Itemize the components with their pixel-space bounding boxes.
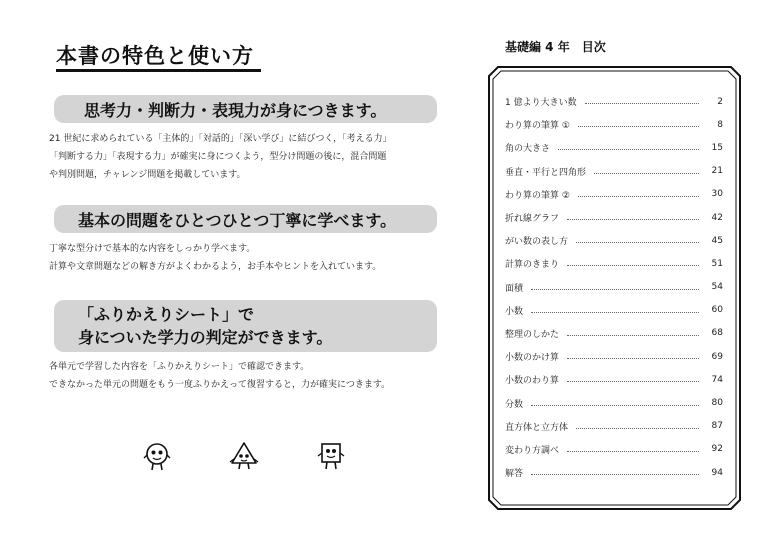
toc-entry [505, 438, 723, 461]
toc-leader-dots [567, 358, 699, 359]
toc-entry-label: わり算の筆算 ① [505, 121, 570, 132]
square-character-icon [316, 441, 346, 471]
toc-entry [505, 322, 723, 345]
triangle-character-icon [229, 441, 259, 471]
toc-entry [505, 113, 723, 136]
toc-entry-page: 15 [711, 142, 723, 153]
toc-entry-page: 60 [711, 305, 723, 316]
toc-entry-page: 54 [711, 282, 723, 293]
toc-entry-label: 整理のしかた [505, 329, 560, 340]
toc-leader-dots [558, 149, 699, 150]
toc-entry [505, 252, 723, 275]
toc-leader-dots [576, 242, 699, 243]
section-body-thinking [49, 130, 449, 184]
toc-leader-dots [567, 265, 699, 266]
toc-leader-dots [567, 451, 699, 452]
toc-entry-label: 変わり方調べ [505, 445, 560, 456]
body-line: や判別問題，チャレンジ問題を掲載しています。 [49, 170, 246, 180]
section-body-review-sheet [49, 358, 449, 394]
toc-entry-label: 面積 [505, 283, 524, 294]
toc-entry-page: 8 [717, 119, 723, 130]
toc-entry [505, 206, 723, 229]
toc-heading: 基礎編 4 年 目次 [505, 40, 606, 54]
toc-leader-dots [531, 289, 699, 290]
toc-entry-label: 小数のかけ算 [505, 353, 560, 364]
toc-leader-dots [567, 335, 699, 336]
toc-entry-page: 68 [711, 328, 723, 339]
section-body-basics [49, 240, 449, 276]
page-title: 本書の特色と使い方 [56, 44, 254, 68]
toc-entry [505, 229, 723, 252]
toc-entry-label: 1 億より大きい数 [505, 98, 577, 109]
toc-entry-page: 80 [711, 398, 723, 409]
toc-entry-page: 45 [711, 235, 723, 246]
circle-character-icon [143, 441, 171, 471]
toc-entry-label: がい数の表し方 [505, 237, 569, 248]
toc-leader-dots [594, 173, 699, 174]
toc-entry-label: 解答 [505, 469, 524, 480]
toc-leader-dots [567, 219, 699, 220]
toc-entry [505, 183, 723, 206]
toc-entry-label: 折れ線グラフ [505, 214, 560, 225]
toc-entry-label: わり算の筆算 ② [505, 190, 570, 201]
body-line: 計算や文章問題などの解き方がよくわかるよう，お手本やヒントを入れています。 [49, 262, 382, 272]
toc-entry-label: 垂直・平行と四角形 [505, 167, 587, 178]
toc-leader-dots [531, 405, 699, 406]
toc-leader-dots [585, 103, 699, 104]
toc-entry [505, 391, 723, 414]
toc-entry-page: 51 [711, 258, 723, 269]
body-line: 21 世紀に求められている「主体的」「対話的」「深い学び」に結びつく，「考える力」 [49, 134, 392, 144]
toc-entry-page: 21 [711, 166, 723, 177]
body-line: 「判断する力」「表現する力」が確実に身につくよう，型分け問題の後に，混合問題 [49, 152, 387, 162]
toc-entry [505, 136, 723, 159]
toc-entry-label: 分数 [505, 399, 524, 410]
toc-entry-page: 87 [711, 421, 723, 432]
toc-leader-dots [576, 428, 699, 429]
toc-entry-page: 92 [711, 444, 723, 455]
toc-entry-page: 69 [711, 351, 723, 362]
toc-entry [505, 299, 723, 322]
toc-entry [505, 345, 723, 368]
toc-entry-label: 計算のきまり [505, 260, 560, 271]
toc-entry-page: 42 [711, 212, 723, 223]
toc-entry [505, 160, 723, 183]
toc-leader-dots [578, 196, 699, 197]
title-underline [56, 69, 261, 72]
toc-entry [505, 90, 723, 113]
section-heading-basics: 基本の問題をひとつひとつ丁寧に学べます。 [54, 205, 437, 233]
toc-entry-page: 30 [711, 189, 723, 200]
toc-entry-label: 直方体と立方体 [505, 422, 569, 433]
heading-line: 「ふりかえりシート」で [78, 305, 255, 324]
toc-entry [505, 461, 723, 484]
toc-list [505, 90, 723, 484]
body-line: 各単元で学習した内容を「ふりかえりシート」で確認できます。 [49, 362, 310, 372]
toc-entry-page: 94 [711, 467, 723, 478]
section-heading-review-sheet [54, 300, 437, 352]
body-line: できなかった単元の問題をもう一度ふりかえって復習すると，力が確実につきます。 [49, 380, 391, 390]
toc-entry-page: 2 [717, 96, 723, 107]
body-line: 丁寧な型分けで基本的な内容をしっかり学べます。 [49, 244, 256, 254]
section-heading-thinking: 思考力・判断力・表現力が身につきます。 [54, 95, 437, 123]
toc-leader-dots [531, 474, 699, 475]
toc-leader-dots [531, 312, 699, 313]
toc-entry [505, 368, 723, 391]
toc-entry-label: 小数 [505, 306, 524, 317]
toc-entry-label: 角の大きさ [505, 144, 551, 155]
toc-entry [505, 276, 723, 299]
heading-line: 身についた学力の判定ができます。 [78, 328, 333, 347]
toc-entry-label: 小数のわり算 [505, 376, 560, 387]
toc-leader-dots [578, 126, 699, 127]
toc-entry-page: 74 [711, 374, 723, 385]
toc-leader-dots [567, 381, 699, 382]
toc-entry [505, 415, 723, 438]
